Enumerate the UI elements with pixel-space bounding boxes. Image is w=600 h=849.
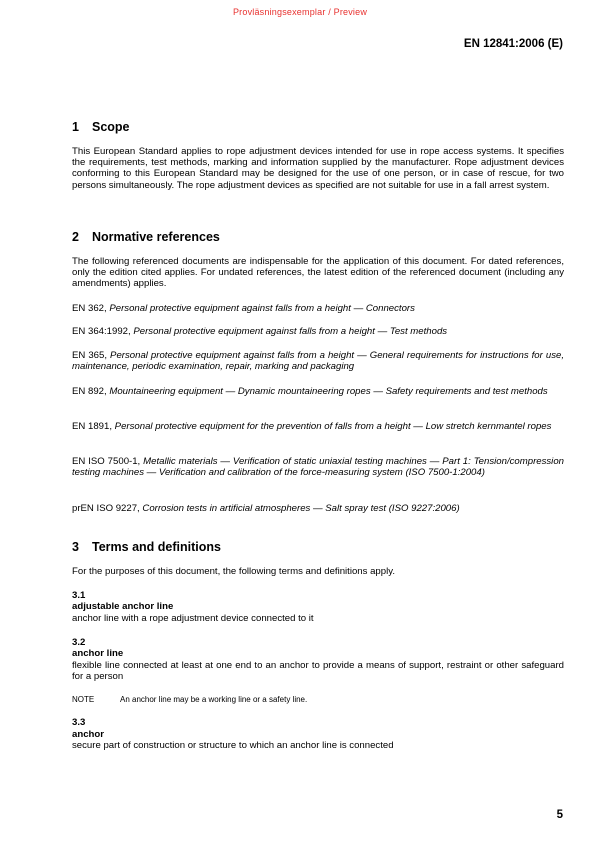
term-name: anchor line <box>72 648 124 659</box>
section-number: 3 <box>72 540 79 554</box>
term-name: adjustable anchor line <box>72 601 174 612</box>
note <box>72 695 307 704</box>
term-name: anchor <box>72 729 104 740</box>
section-title: Scope <box>92 120 130 134</box>
reference-code: EN 364:1992, <box>72 326 134 337</box>
reference-item <box>72 456 564 478</box>
reference-item <box>72 421 564 432</box>
reference-item <box>72 503 564 514</box>
reference-item <box>72 386 564 397</box>
reference-title: Personal protective equipment against falls from a height — Connectors <box>109 303 415 314</box>
note-text: An anchor line may be a working line or a safety line. <box>120 695 308 704</box>
section-heading-normative-references <box>72 230 220 244</box>
note-label: NOTE <box>72 695 95 704</box>
reference-item <box>72 303 564 314</box>
scope-paragraph: This European Standard applies to rope adjustment devices intended for use in rope access systems. It specifies the requirements, test methods, marking and information supplied by the manufacturer. Rope adjustment devices conforming to this European Standard may be designed for the use of one person, or in case of rescue, for two persons simultaneously. The rope adjustment devices as specified are not suitable for use in a fall arrest system. <box>72 146 564 191</box>
normative-intro: The following referenced documents are indispensable for the application of this document. For dated references, only the edition cited applies. For undated references, the latest edition of the referenced document (including any amendments) applies. <box>72 256 564 290</box>
reference-title: Personal protective equipment for the prevention of falls from a height — Low stretch kernmantel ropes <box>114 421 552 432</box>
section-heading-scope <box>72 120 130 134</box>
page-number: 5 <box>556 809 563 821</box>
term-number: 3.1 <box>72 590 86 601</box>
reference-code: prEN ISO 9227, <box>72 503 143 514</box>
reference-code: EN 892, <box>72 386 110 397</box>
section-heading-terms-and-definitions <box>72 540 221 554</box>
term-definition: anchor line with a rope adjustment device connected to it <box>72 613 314 624</box>
section-title: Terms and definitions <box>92 540 221 554</box>
reference-title: Metallic materials — Verification of static uniaxial testing machines — Part 1: Tension/compression testing machines — Verification and calibration of the force-measuring system (ISO 7500-1:2004) <box>72 456 564 479</box>
reference-code: EN 1891, <box>72 421 115 432</box>
reference-title: Mountaineering equipment — Dynamic mountaineering ropes — Safety requirements and test methods <box>109 386 548 397</box>
terms-intro: For the purposes of this document, the following terms and definitions apply. <box>72 566 395 577</box>
reference-code: EN 365, <box>72 350 111 361</box>
term-definition: flexible line connected at least at one end to an anchor to provide a means of support, restraint or other safeguard for a person <box>72 660 564 683</box>
watermark: Provläsningsexemplar / Preview <box>232 7 368 17</box>
reference-item <box>72 326 564 337</box>
reference-title: Personal protective equipment against falls from a height — Test methods <box>133 326 448 337</box>
reference-code: EN ISO 7500-1, <box>72 456 144 467</box>
term-number: 3.3 <box>72 717 86 728</box>
document-id: EN 12841:2006 (E) <box>463 38 563 50</box>
reference-title: Corrosion tests in artificial atmospheres — Salt spray test (ISO 9227:2006) <box>142 503 460 514</box>
section-title: Normative references <box>92 230 220 244</box>
section-number: 2 <box>72 230 79 244</box>
reference-item <box>72 350 564 372</box>
reference-title: Personal protective equipment against falls from a height — General requirements for instructions for use, maintenance, periodic examination, repair, marking and packaging <box>72 350 564 373</box>
term-number: 3.2 <box>72 637 86 648</box>
reference-code: EN 362, <box>72 303 110 314</box>
term-definition: secure part of construction or structure to which an anchor line is connected <box>72 740 394 751</box>
section-number: 1 <box>72 120 79 134</box>
